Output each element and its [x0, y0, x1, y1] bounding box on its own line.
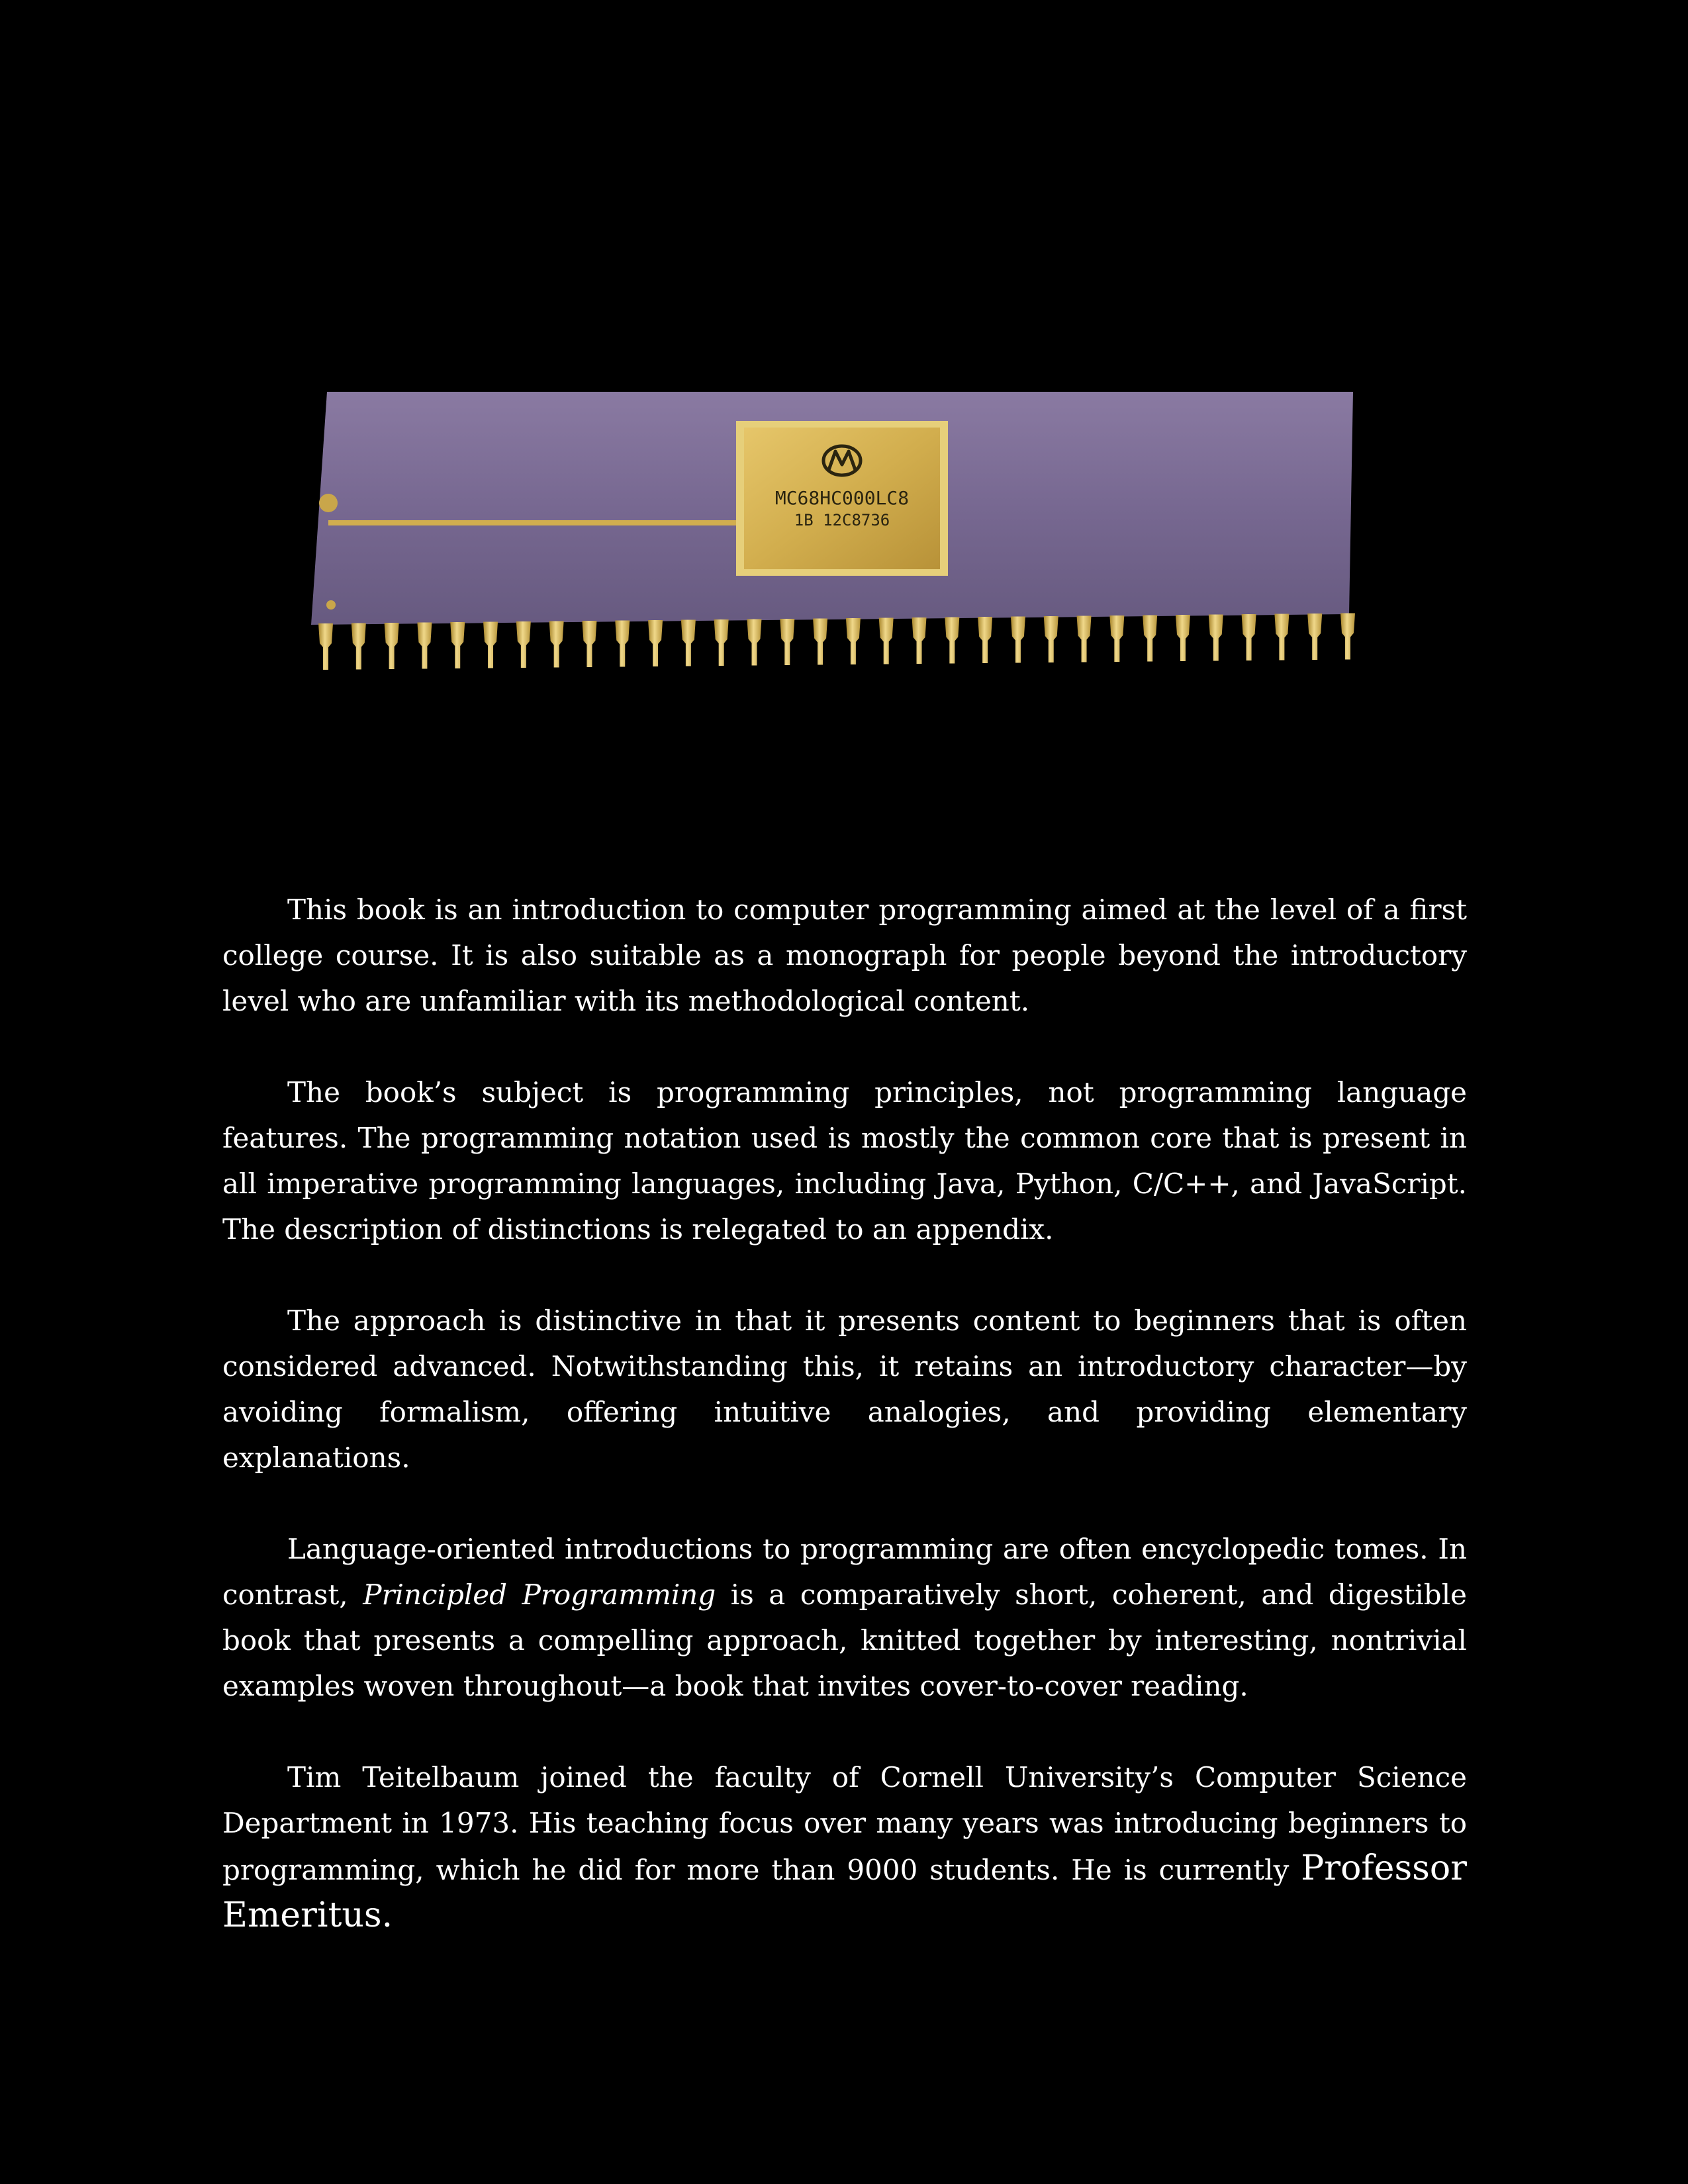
chip-pin [1340, 614, 1355, 660]
chip-pin [1011, 617, 1025, 663]
chip-pin [780, 619, 794, 665]
chip-pin [747, 619, 761, 666]
paragraph-contrast [222, 1526, 1467, 1709]
paragraph-author-title: Professor Emeritus. [222, 1848, 1467, 1935]
chip-pin [1274, 614, 1289, 660]
chip-pin [1044, 616, 1058, 662]
chip-pin [978, 617, 992, 663]
chip-pin [483, 622, 498, 668]
chip-pin [1307, 614, 1322, 660]
chip-pin [714, 619, 729, 666]
chip-pin [1109, 615, 1124, 662]
chip-pin [549, 621, 564, 668]
paragraph-approach: The approach is distinctive in that it presents content to beginners that is often considered advanced. Notwithstanding this, it retains an introductory character—by avoiding formalism, offering intuitive analogies, and providing elementary explanations. [222, 1304, 1467, 1474]
chip-pin1-dot [326, 600, 336, 610]
chip-pin [516, 621, 531, 668]
chip-gold-trace [328, 520, 739, 525]
paragraph-contrast-after: is a comparatively short, coherent, and digestible book that presents a compelling approach, knitted together by interesting, nontrivial examples woven throughout—a book that invites cover-to-cover reading. [222, 1578, 1467, 1702]
chip-pin [1242, 614, 1256, 660]
chip-pin [352, 623, 366, 670]
chip-pin [1143, 615, 1157, 662]
chip-pin [846, 618, 861, 664]
chip-pin [318, 623, 333, 670]
chip-marking-line2: 1B 12C8736 [794, 511, 890, 529]
chip-pin [945, 617, 959, 664]
chip-pin [582, 621, 596, 667]
chip-pin [615, 621, 630, 667]
book-title: Principled Programming [363, 1578, 716, 1611]
chip-pin [450, 622, 465, 668]
chip-pin [385, 623, 399, 669]
back-cover-text [222, 887, 1467, 1940]
chip-notch [319, 494, 338, 512]
microprocessor-chip-image [302, 387, 1361, 678]
paragraph-author-main: Tim Teitelbaum joined the faculty of Cornell University’s Computer Science Department in 1973. His teaching focus over many years was introducing beginners to programming, which he did for more than 9000 students. He is currently [222, 1761, 1467, 1886]
chip-pin [417, 623, 432, 669]
chip-marking-line1: MC68HC000LC8 [774, 487, 910, 509]
chip-pin [1209, 615, 1223, 661]
chip-pin [813, 619, 827, 665]
chip-pin [879, 618, 894, 664]
paragraph-contrast-before: Language-oriented introductions to programming are often encyclopedic tomes. In contrast, [222, 1533, 1467, 1611]
paragraph-author [222, 1754, 1467, 1940]
chip-pin [681, 620, 696, 666]
chip-pin [912, 617, 927, 664]
chip-pin [1176, 615, 1190, 661]
paragraph-intro: This book is an introduction to computer programming aimed at the level of a first college course. It is also suitable as a monograph for people beyond the introductory level who are unfamiliar with its methodological content. [222, 893, 1467, 1017]
chip-pin [1077, 616, 1092, 662]
paragraph-subject: The book’s subject is programming principles, not programming language features. The programming notation used is mostly the common core that is present in all imperative programming languages, including Java, Python, C/C++, and JavaScript. The description of distinctions is relegated to an appendix. [222, 1076, 1467, 1246]
chip-pin [648, 620, 663, 666]
chip-illustration [302, 387, 1361, 678]
